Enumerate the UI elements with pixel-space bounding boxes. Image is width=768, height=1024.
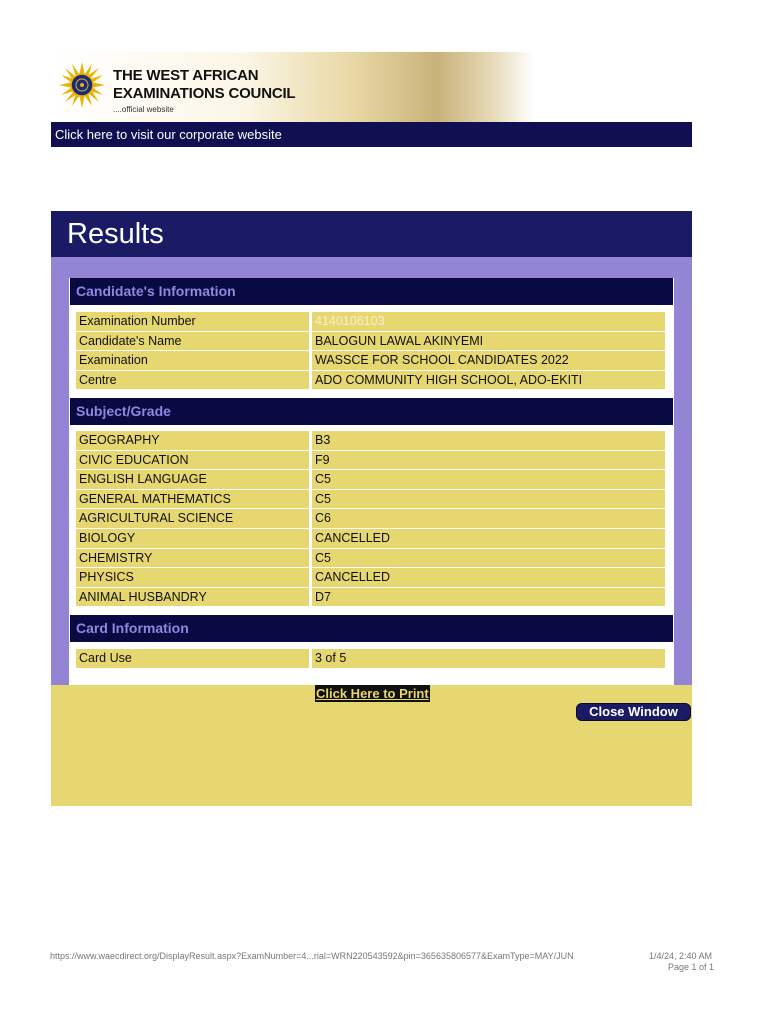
close-window-button[interactable]: Close Window (576, 703, 691, 721)
table-row (76, 568, 665, 587)
card-info-heading: Card Information (70, 615, 673, 642)
print-footer-page: Page 1 of 1 (668, 962, 715, 972)
actions-area (51, 685, 692, 806)
subject-grade: CANCELLED (312, 568, 665, 587)
subject-name: BIOLOGY (76, 529, 309, 548)
waec-logo-icon (59, 62, 105, 108)
table-row (76, 588, 665, 607)
organization-name (113, 67, 295, 103)
candidate-info-table (76, 312, 665, 390)
row-value: 3 of 5 (312, 649, 665, 668)
subject-grade: D7 (312, 588, 665, 607)
subject-grade-table (76, 431, 665, 607)
table-row (76, 470, 665, 489)
subject-name: ENGLISH LANGUAGE (76, 470, 309, 489)
subject-grade: F9 (312, 451, 665, 470)
table-row (76, 431, 665, 450)
row-value: ADO COMMUNITY HIGH SCHOOL, ADO-EKITI (312, 371, 665, 390)
table-row (76, 351, 665, 370)
card-info-table (76, 649, 665, 669)
print-footer-datetime: 1/4/24, 2:40 AM (649, 951, 713, 961)
results-panel (51, 257, 692, 685)
subject-name: PHYSICS (76, 568, 309, 587)
subject-name: GEOGRAPHY (76, 431, 309, 450)
subject-name: ANIMAL HUSBANDRY (76, 588, 309, 607)
organization-name-line1: THE WEST AFRICAN (113, 67, 259, 84)
subject-name: AGRICULTURAL SCIENCE (76, 509, 309, 528)
subject-grade: C5 (312, 470, 665, 489)
print-link[interactable]: Click Here to Print (316, 686, 429, 701)
subject-grade: C5 (312, 490, 665, 509)
subject-grade: C5 (312, 549, 665, 568)
table-row (76, 371, 665, 390)
banner-tagline: ....official website (113, 105, 174, 114)
subject-name: GENERAL MATHEMATICS (76, 490, 309, 509)
table-row (76, 649, 665, 668)
row-value: 4140106103 (312, 312, 665, 331)
table-row (76, 332, 665, 351)
page-title: Results (51, 211, 692, 257)
table-row (76, 451, 665, 470)
row-label: Card Use (76, 649, 309, 668)
waec-banner (51, 52, 534, 122)
subject-name: CIVIC EDUCATION (76, 451, 309, 470)
row-label: Centre (76, 371, 309, 390)
table-row (76, 490, 665, 509)
row-value: WASSCE FOR SCHOOL CANDIDATES 2022 (312, 351, 665, 370)
results-content (69, 278, 674, 685)
candidate-info-heading: Candidate's Information (70, 278, 673, 305)
subject-name: CHEMISTRY (76, 549, 309, 568)
row-label: Candidate's Name (76, 332, 309, 351)
subject-grade: CANCELLED (312, 529, 665, 548)
row-label: Examination Number (76, 312, 309, 331)
organization-name-line2: EXAMINATIONS COUNCIL (113, 85, 296, 102)
subject-grade-heading: Subject/Grade (70, 398, 673, 425)
corporate-website-link[interactable]: Click here to visit our corporate website (51, 122, 692, 147)
subject-grade: B3 (312, 431, 665, 450)
print-footer-url: https://www.waecdirect.org/DisplayResult.aspx?ExamNumber=4...rial=WRN220543592&pin=365635806577&ExamType=MAY/JUN (50, 951, 574, 961)
subject-grade: C6 (312, 509, 665, 528)
row-label: Examination (76, 351, 309, 370)
row-value: BALOGUN LAWAL AKINYEMI (312, 332, 665, 351)
table-row (76, 509, 665, 528)
table-row (76, 312, 665, 331)
table-row (76, 529, 665, 548)
table-row (76, 549, 665, 568)
